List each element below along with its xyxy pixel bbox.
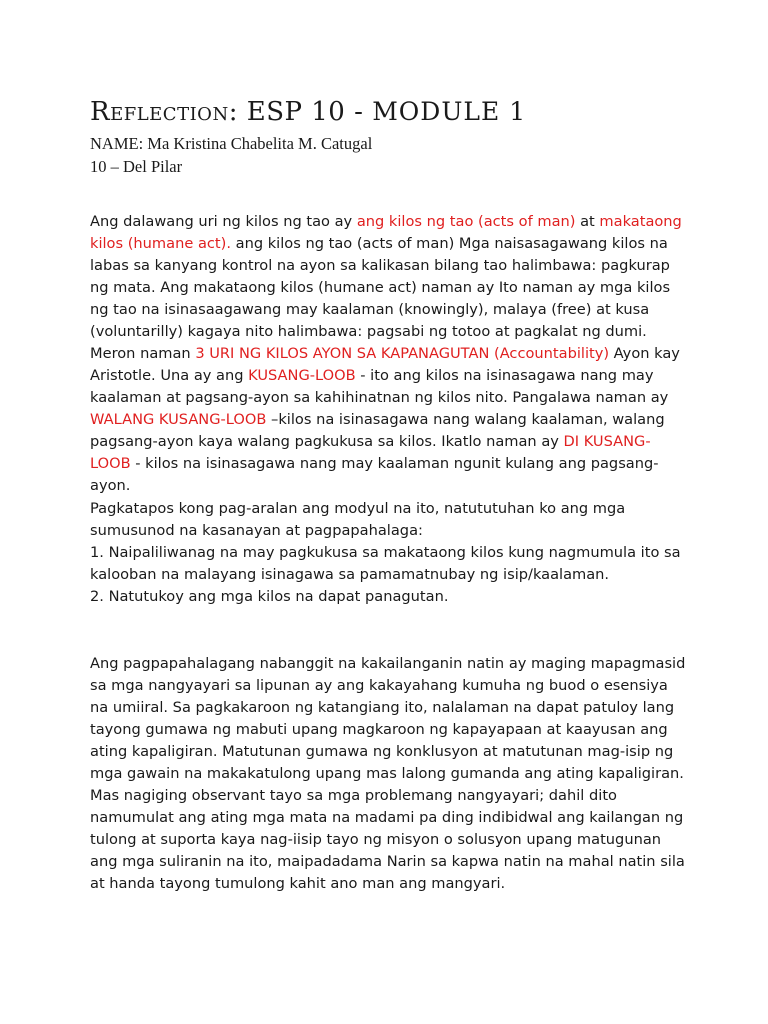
student-name: NAME: Ma Kristina Chabelita M. Catugal xyxy=(90,134,373,153)
highlight-kusang-loob: KUSANG-LOOB xyxy=(248,367,356,384)
highlight-humane-act: makataong kilos (humane act). xyxy=(90,213,682,252)
highlight-walang-kusang-loob: WALANG KUSANG-LOOB xyxy=(90,411,267,428)
text-run: Ang dalawang uri ng kilos ng tao ay xyxy=(90,213,357,230)
title-part2: MODULE 1 xyxy=(372,97,527,126)
student-info xyxy=(90,132,372,178)
text-run: at xyxy=(575,213,600,230)
text-run: - kilos na isinasagawa nang may kaalaman ngunit kulang ang pagsang-ayon. xyxy=(90,455,659,494)
title-part1: Reflection: ESP 10 xyxy=(90,97,346,127)
learnings-intro: Pagkatapos kong pag-aralan ang modyul na ito, natututuhan ko ang mga sumusunod na kasanayan at pagpapahalaga: xyxy=(90,500,626,539)
paragraph-reflection xyxy=(90,653,690,895)
title-separator: - xyxy=(345,97,373,127)
text-run: - ito ang kilos na isinasagawa nang may kaalaman at pagsang-ayon sa kahihinatnan ng kilos nito. Pangalawa naman ay xyxy=(90,367,669,406)
document-title xyxy=(90,96,526,128)
highlight-3-uri: 3 URI NG KILOS AYON SA KAPANAGUTAN (Accountability) xyxy=(195,345,610,362)
text-run: ang kilos ng tao (acts of man) Mga naisasagawang kilos na labas sa kanyang kontrol na ayon sa kalikasan bilang tao halimbawa: pagkurap ng mata. Ang makataong kilos (humane act) naman ay Ito naman ay mga kilos ng tao na isinasaagawang may kaalaman (knowingly), malaya (free) at kusa (voluntarilly) kagaya nito halimbawa: pagsabi ng totoo at pagkalat ng dumi. Meron naman xyxy=(90,235,671,362)
paragraph-kilos xyxy=(90,211,690,497)
paragraph-learnings xyxy=(90,498,690,608)
learning-item-1: 1. Naipaliliwanag na may pagkukusa sa makataong kilos kung nagmumula ito sa kalooban na malayang isinagawa sa pamamatnubay ng isip/kaalaman. xyxy=(90,544,681,583)
reflection-text: Ang pagpapahalagang nabanggit na kakailanganin natin ay maging mapagmasid sa mga nangyayari sa lipunan ay ang kakayahang kumuha ng buod o esensiya na umiiral. Sa pagkakaroon ng katangiang ito, nalalaman na dapat patuloy lang tayong gumawa ng mabuti upang magkaroon ng kapayapaan at kaayusan ang ating kapaligiran. Matutunan gumawa ng konklusyon at matutunan mag-isip ng mga gawain na makakatulong upang mas lalong gumanda ang ating kapaligiran. Mas nagiging observant tayo sa mga problemang nangyayari; dahil dito namumulat ang ating mga mata na madami pa ding indibidwal ang kailangan ng tulong at suporta kaya nag-iisip tayo ng misyon o solusyon upang matugunan ang mga suliranin na ito, maipadadama Narin sa kapwa natin na mahal natin sila at handa tayong tumulong kahit ano man ang mangyari. xyxy=(90,655,686,892)
highlight-di-kusang-loob: DI KUSANG-LOOB xyxy=(90,433,651,472)
text-run: Ayon kay Aristotle. Una ay ang xyxy=(90,345,680,384)
text-run: –kilos na isinasagawa nang walang kaalaman, walang pagsang-ayon kaya walang pagkukusa sa kilos. Ikatlo naman ay xyxy=(90,411,665,450)
highlight-acts-of-man: ang kilos ng tao (acts of man) xyxy=(356,213,576,230)
learning-item-2: 2. Natutukoy ang mga kilos na dapat panagutan. xyxy=(90,588,449,605)
student-section: 10 – Del Pilar xyxy=(90,157,183,176)
